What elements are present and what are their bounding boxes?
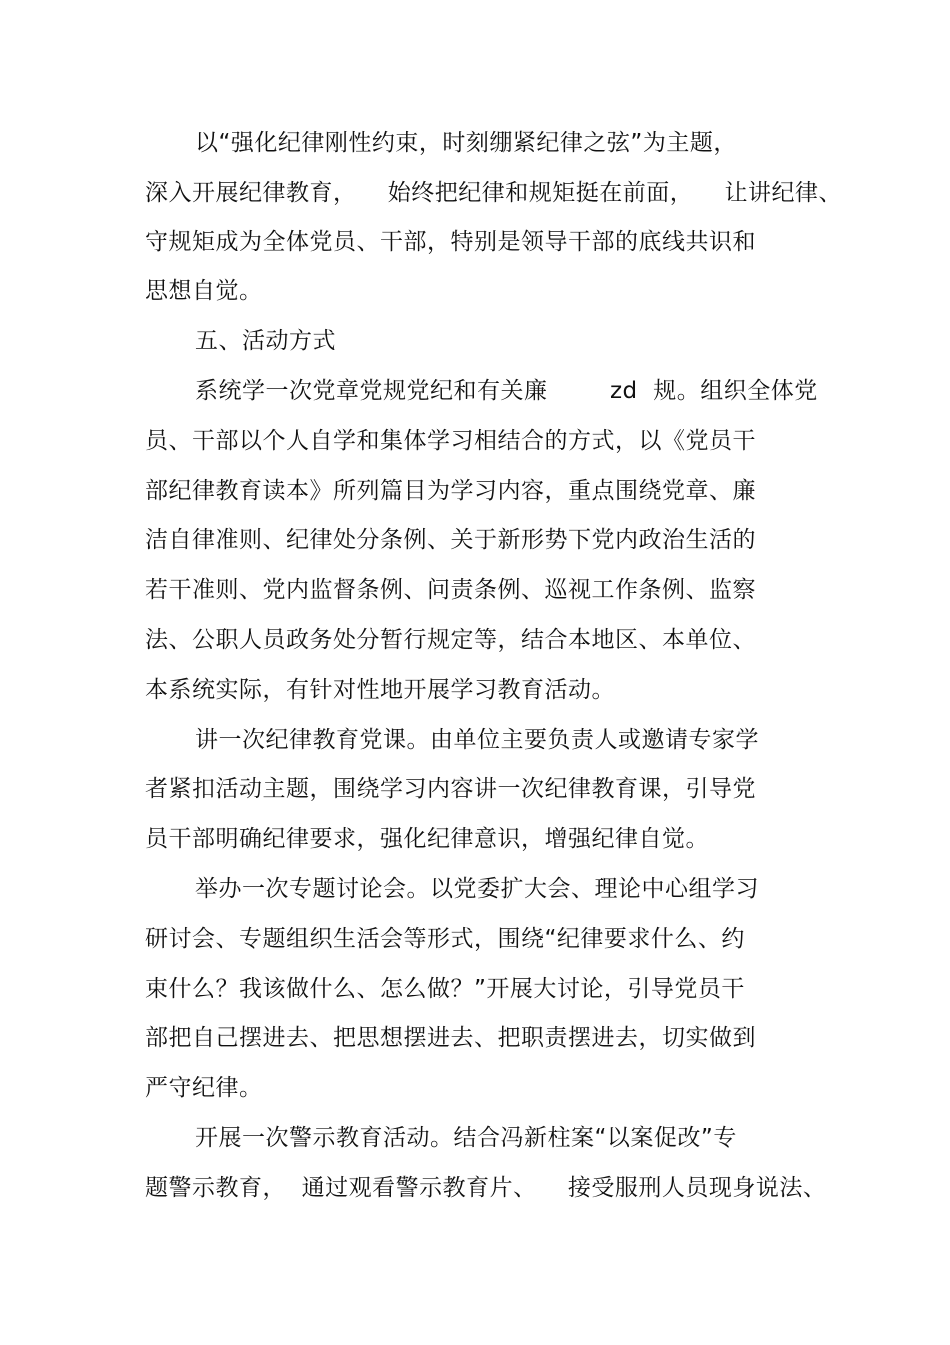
section-heading: 五、活动方式: [195, 328, 336, 354]
paragraph-line: 员、干部以个人自学和集体学习相结合的方式，以《党员干: [145, 428, 756, 454]
paragraph-line: 系统学一次党章党规党纪和有关廉 zd 规。组织全体党: [195, 378, 818, 404]
paragraph-line: 思想自觉。: [145, 278, 263, 304]
paragraph-line: 部把自己摆进去、把思想摆进去、把职责摆进去，切实做到: [145, 1025, 756, 1051]
paragraph-line: 法、公职人员政务处分暂行规定等，结合本地区、本单位、: [145, 627, 756, 653]
paragraph-line: 洁自律准则、纪律处分条例、关于新形势下党内政治生活的: [145, 527, 756, 553]
paragraph-line: 研讨会、专题组织生活会等形式，围绕“纪律要求什么、约: [145, 926, 745, 952]
paragraph-line: 部纪律教育读本》所列篇目为学习内容，重点围绕党章、廉: [145, 478, 756, 504]
paragraph-line: 严守纪律。: [145, 1075, 263, 1101]
paragraph-line: 开展一次警示教育活动。结合冯新柱案“以案促改”专: [195, 1125, 737, 1151]
paragraph-line: 守规矩成为全体党员、干部，特别是领导干部的底线共识和: [145, 229, 756, 255]
paragraph-line: 员干部明确纪律要求，强化纪律意识，增强纪律自觉。: [145, 826, 709, 852]
paragraph-line: 题警示教育， 通过观看警示教育片、 接受服刑人员现身说法、: [145, 1175, 827, 1201]
paragraph-line: 深入开展纪律教育， 始终把纪律和规矩挺在前面， 让讲纪律、: [145, 180, 842, 206]
paragraph-line: 讲一次纪律教育党课。由单位主要负责人或邀请专家学: [195, 727, 759, 753]
paragraph-line: 束什么？我该做什么、怎么做？”开展大讨论，引导党员干: [145, 976, 745, 1002]
paragraph-line: 以“强化纪律刚性约束，时刻绷紧纪律之弦”为主题，: [195, 130, 737, 156]
paragraph-line: 者紧扣活动主题，围绕学习内容讲一次纪律教育课，引导党: [145, 776, 756, 802]
paragraph-line: 举办一次专题讨论会。以党委扩大会、理论中心组学习: [195, 876, 759, 902]
paragraph-line: 若干准则、党内监督条例、问责条例、巡视工作条例、监察: [145, 577, 756, 603]
paragraph-line: 本系统实际，有针对性地开展学习教育活动。: [145, 677, 615, 703]
